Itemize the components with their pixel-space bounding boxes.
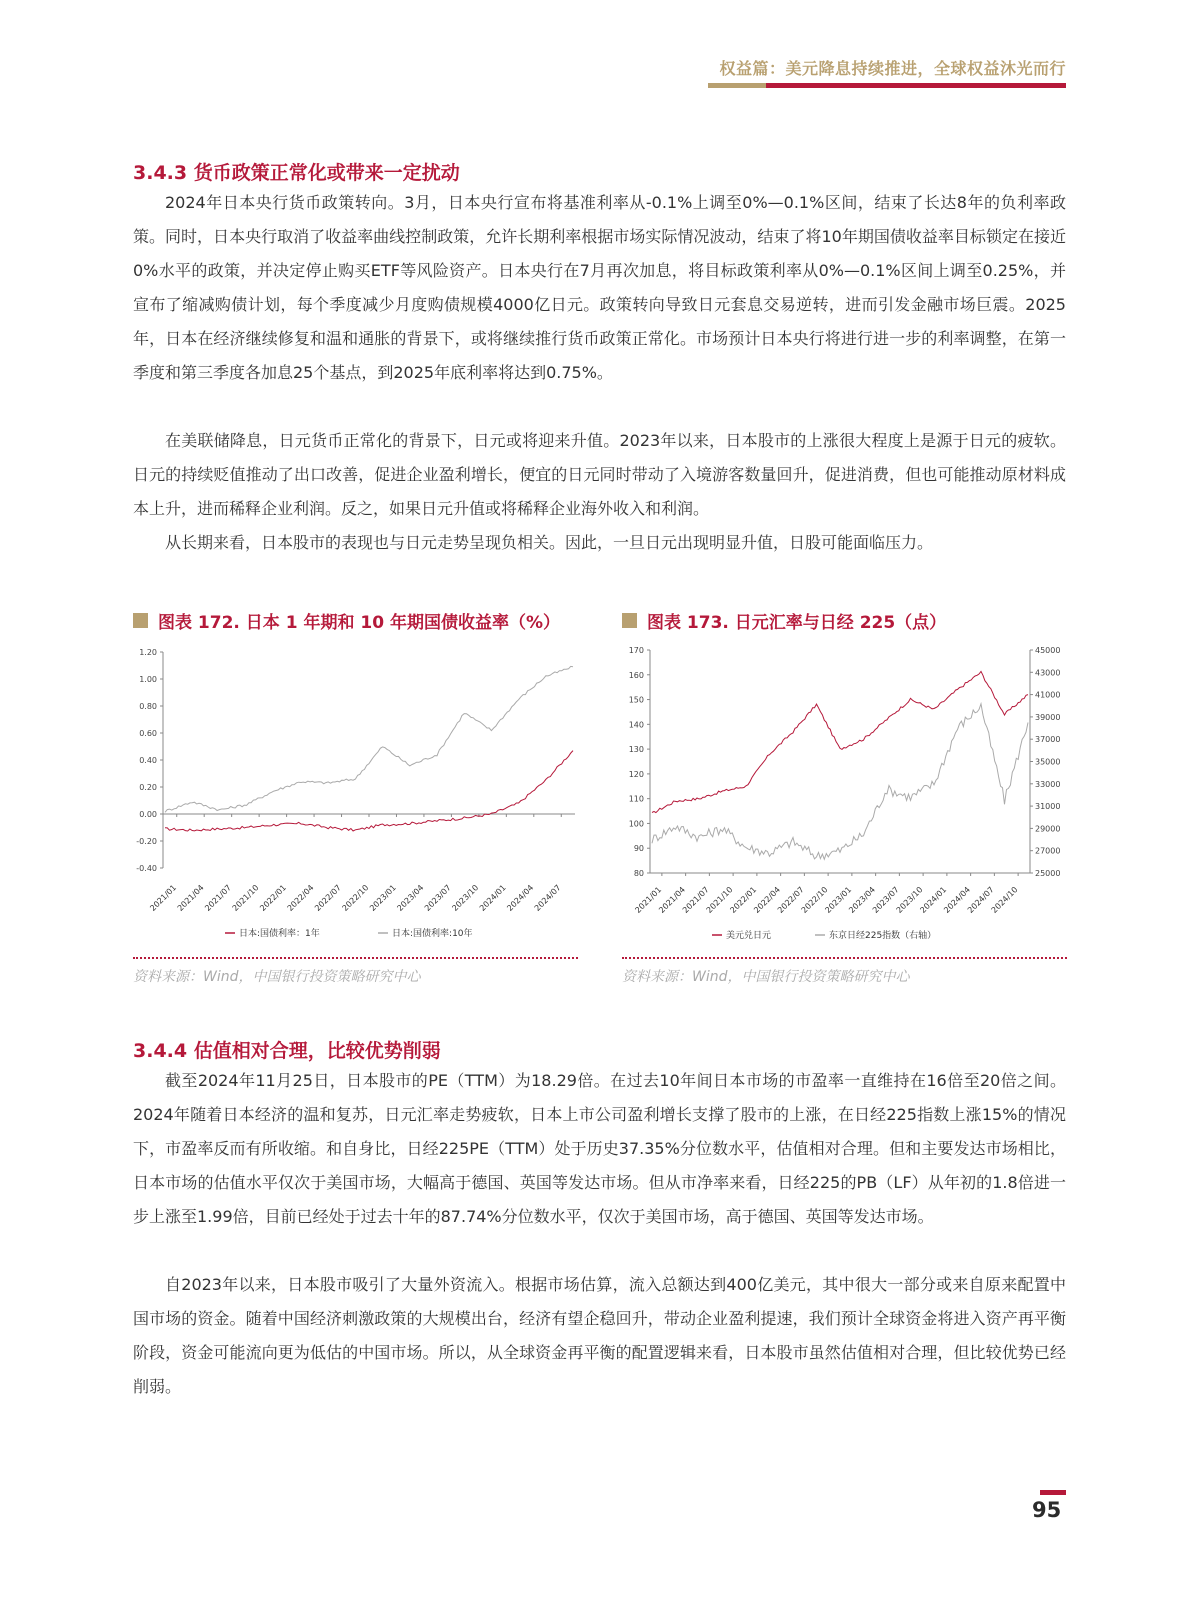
y-right-tick-label: 29000 (1035, 824, 1061, 834)
x-tick-label: 2021/01 (148, 883, 179, 913)
series-line-1 (652, 671, 1028, 812)
x-tick-label: 2024/04 (505, 883, 536, 913)
figure-marker-icon (133, 613, 148, 628)
y-tick-label: 90 (633, 844, 644, 854)
y-tick-label: 170 (628, 646, 644, 655)
page-number-mark (1040, 1490, 1066, 1495)
series-line-2 (652, 704, 1028, 860)
header-rule-red (766, 83, 1066, 88)
x-tick-label: 2023/10 (450, 883, 481, 913)
x-tick-label: 2023/07 (870, 885, 901, 915)
x-tick-label: 2023/01 (823, 885, 854, 915)
legend-label: 日本:国债利率:10年 (392, 929, 473, 939)
figure-172-title (133, 608, 560, 633)
y-right-tick-label: 37000 (1035, 735, 1061, 745)
y-tick-label: -0.40 (136, 864, 157, 873)
y-tick-label: 0.80 (139, 702, 157, 711)
paragraph: 截至2024年11月25日，日本股市的PE（TTM）为18.29倍。在过去10年间日本市场的市盈率一直维持在16倍至20倍之间。2024年随着日本经济的温和复苏，日元汇率走势疲软，日本上市公司盈利增长支撑了股市的上涨，在日经225指数上涨15%的情况下，市盈率反而有所收缩。和自身比，日经225PE（TTM）处于历史37.35%分位数水平，估值相对合理。但和主要发达市场相比，日本市场的估值水平仅次于美国市场，大幅高于德国、英国等发达市场。但从市净率来看，日经225的PB（LF）从年初的1.8倍进一步上涨至1.99倍，目前已经处于过去十年的87.74%分位数水平，仅次于美国市场，高于德国、英国等发达市场。 (133, 1071, 1066, 1226)
section-title-344: 3.4.4 估值相对合理，比较优势削弱 (133, 1040, 441, 1062)
y-tick-label: 140 (628, 720, 644, 730)
x-tick-label: 2023/04 (847, 885, 878, 915)
page-number: 95 (1032, 1498, 1062, 1522)
header-rule-gold (708, 83, 766, 88)
paragraph: 在美联储降息，日元货币正常化的背景下，日元或将迎来升值。2023年以来，日本股市的上涨很大程度上是源于日元的疲软。日元的持续贬值推动了出口改善，促进企业盈利增长，便宜的日元同时带动了入境游客数量回升，促进消费，但也可能推动原材料成本上升，进而稀释企业利润。反之，如果日元升值或将稀释企业海外收入和利润。 (133, 431, 1066, 518)
figure-173-source: 资料来源：Wind，中国银行投资策略研究中心 (622, 969, 910, 985)
x-tick-label: 2021/10 (704, 885, 735, 915)
y-tick-label: 150 (628, 695, 644, 705)
x-tick-label: 2022/01 (728, 885, 759, 915)
x-tick-label: 2022/04 (285, 883, 316, 913)
y-tick-label: 1.00 (139, 675, 157, 684)
x-tick-label: 2023/01 (368, 883, 398, 913)
x-tick-label: 2024/01 (918, 885, 949, 915)
x-tick-label: 2021/01 (633, 885, 664, 915)
y-tick-label: -0.20 (136, 837, 157, 846)
y-right-tick-label: 25000 (1035, 869, 1061, 878)
y-tick-label: 0.00 (139, 810, 157, 819)
y-right-tick-label: 31000 (1035, 802, 1061, 812)
series-line-2 (165, 666, 573, 812)
y-tick-label: 110 (628, 794, 644, 804)
x-tick-label: 2024/01 (477, 883, 508, 913)
y-tick-label: 130 (628, 745, 644, 755)
y-right-tick-label: 35000 (1035, 757, 1061, 767)
y-tick-label: 1.20 (139, 648, 157, 657)
divider (622, 957, 1067, 959)
x-tick-label: 2024/10 (989, 885, 1020, 915)
legend-label: 东京日经225指数（右轴） (829, 931, 937, 941)
y-tick-label: 0.40 (139, 756, 157, 765)
x-tick-label: 2022/10 (340, 883, 371, 913)
y-right-tick-label: 27000 (1035, 846, 1061, 856)
figure-172-title-text: 图表 172. 日本 1 年期和 10 年期国债收益率（%） (158, 613, 560, 633)
x-tick-label: 2024/07 (965, 885, 996, 915)
y-tick-label: 160 (628, 670, 644, 680)
x-tick-label: 2022/10 (799, 885, 830, 915)
paragraph: 从长期来看，日本股市的表现也与日元走势呈现负相关。因此，一旦日元出现明显升值，日股可能面临压力。 (165, 533, 934, 552)
x-tick-label: 2023/04 (395, 883, 426, 913)
legend-label: 日本:国债利率：1年 (239, 929, 320, 939)
x-tick-label: 2021/10 (230, 883, 261, 913)
figure-marker-icon (622, 613, 637, 628)
divider (133, 957, 578, 959)
y-tick-label: 80 (633, 869, 644, 878)
y-right-tick-label: 39000 (1035, 712, 1061, 722)
x-tick-label: 2022/01 (258, 883, 289, 913)
series-line-1 (165, 751, 573, 831)
chart-jgb-yields (133, 640, 583, 950)
y-right-tick-label: 33000 (1035, 779, 1061, 789)
x-tick-label: 2022/07 (313, 883, 343, 913)
y-tick-label: 100 (628, 819, 644, 829)
chart-usdjpy-nikkei (620, 640, 1070, 950)
y-tick-label: 0.20 (139, 783, 157, 792)
figure-173-title (622, 608, 946, 633)
figure-172-source: 资料来源：Wind，中国银行投资策略研究中心 (133, 969, 421, 985)
x-tick-label: 2022/04 (752, 885, 783, 915)
x-tick-label: 2024/07 (532, 883, 563, 913)
x-tick-label: 2021/07 (203, 883, 234, 913)
figure-173-title-text: 图表 173. 日元汇率与日经 225（点） (647, 613, 947, 633)
y-right-tick-label: 43000 (1035, 668, 1061, 678)
x-tick-label: 2023/07 (422, 883, 453, 913)
legend-label: 美元兑日元 (726, 931, 772, 941)
y-right-tick-label: 45000 (1035, 646, 1061, 655)
paragraph: 2024年日本央行货币政策转向。3月，日本央行宣布将基准利率从-0.1%上调至0%—0.1%区间，结束了长达8年的负利率政策。同时，日本央行取消了收益率曲线控制政策，允许长期利率根据市场实际情况波动，结束了将10年期国债收益率目标锁定在接近0%水平的政策，并决定停止购买ETF等风险资产。日本央行在7月再次加息，将目标政策利率从0%—0.1%区间上调至0.25%，并宣布了缩减购债计划，每个季度减少月度购债规模4000亿日元。政策转向导致日元套息交易逆转，进而引发金融市场巨震。2025年，日本在经济继续修复和温和通胀的背景下，或将继续推行货币政策正常化。市场预计日本央行将进行进一步的利率调整，在第一季度和第三季度各加息25个基点，到2025年底利率将达到0.75%。 (133, 193, 1066, 382)
x-tick-label: 2021/07 (680, 885, 711, 915)
y-right-tick-label: 41000 (1035, 690, 1061, 700)
x-tick-label: 2021/04 (175, 883, 206, 913)
running-header-title: 权益篇：美元降息持续推进，全球权益沐光而行 (719, 59, 1066, 78)
y-tick-label: 120 (628, 769, 644, 779)
y-tick-label: 0.60 (139, 729, 157, 738)
x-tick-label: 2023/10 (894, 885, 925, 915)
paragraph: 自2023年以来，日本股市吸引了大量外资流入。根据市场估算，流入总额达到400亿美元，其中很大一部分或来自原来配置中国市场的资金。随着中国经济刺激政策的大规模出台，经济有望企稳回升，带动企业盈利提速，我们预计全球资金将进入资产再平衡阶段，资金可能流向更为低估的中国市场。所以，从全球资金再平衡的配置逻辑来看，日本股市虽然估值相对合理，但比较优势已经削弱。 (133, 1275, 1066, 1396)
x-tick-label: 2024/04 (942, 885, 973, 915)
section-title-343: 3.4.3 货币政策正常化或带来一定扰动 (133, 162, 460, 184)
x-tick-label: 2022/07 (775, 885, 806, 915)
x-tick-label: 2021/04 (657, 885, 688, 915)
